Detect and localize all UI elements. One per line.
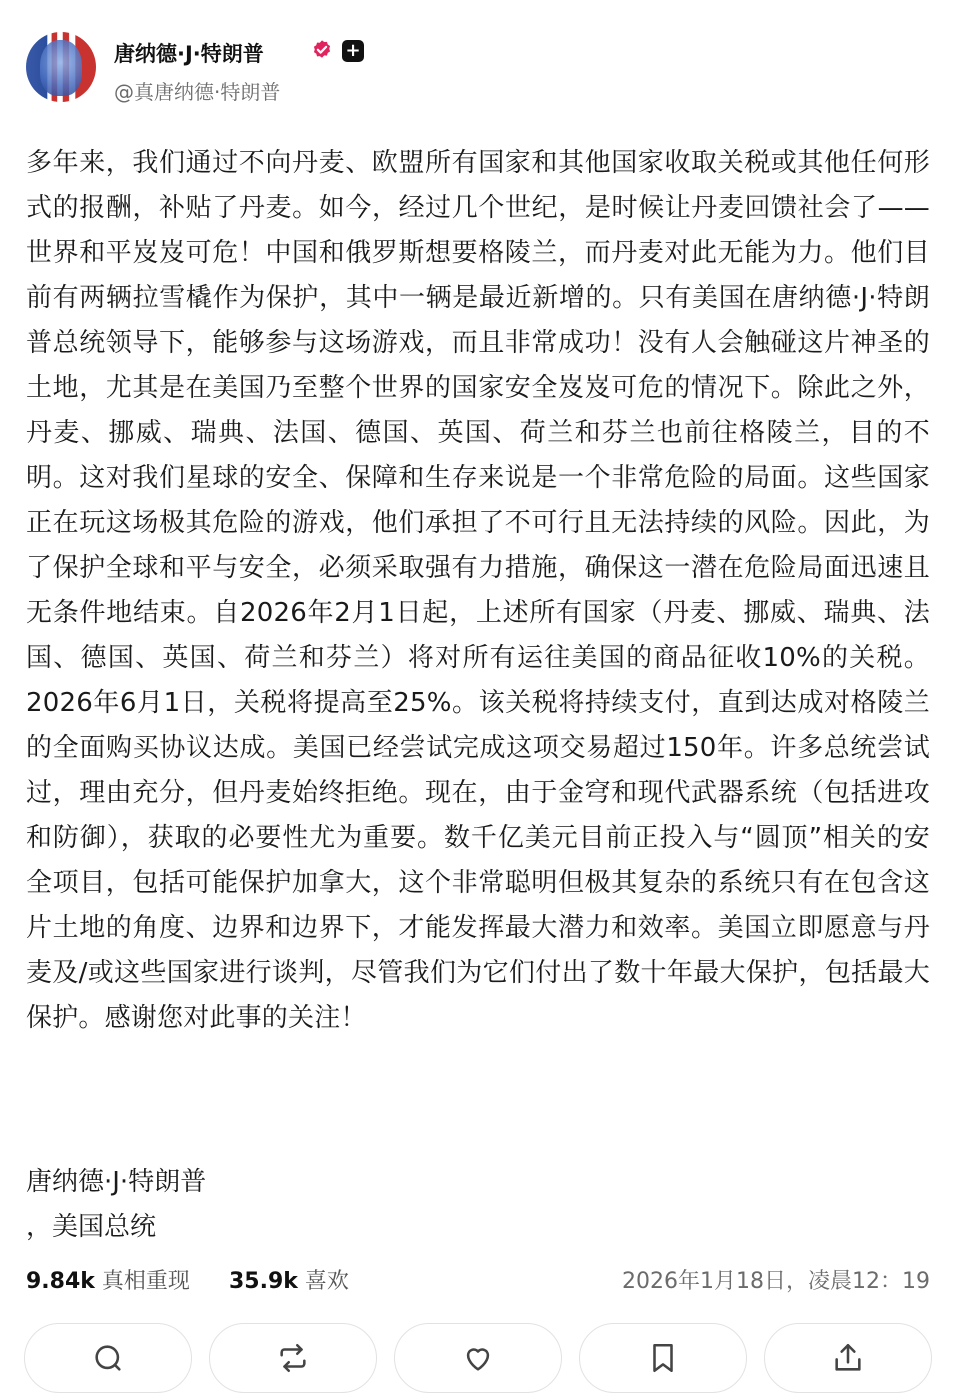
likes-stat[interactable] — [229, 1262, 349, 1302]
avatar-face — [40, 40, 82, 96]
reply-icon — [91, 1341, 125, 1375]
likes-count: 35.9k — [229, 1269, 298, 1294]
like-button[interactable] — [394, 1323, 562, 1393]
post-stats — [26, 1262, 930, 1302]
reposts-label: 真相重现 — [101, 1269, 190, 1294]
post-header — [26, 32, 926, 104]
repost-icon — [276, 1341, 310, 1375]
share-icon — [831, 1341, 865, 1375]
post-body: 多年来，我们通过不向丹麦、欧盟所有国家和其他国家收取关税或其他任何形式的报酬，补贴了丹麦。如今，经过几个世纪，是时候让丹麦回馈社会了——世界和平岌岌可危！中国和俄罗斯想要格陵兰，而丹麦对此无能为力。他们目前有两辆拉雪橇作为保护，其中一辆是最近新增的。只有美国在唐纳德·J·特朗普总统领导下，能够参与这场游戏，而且非常成功！没有人会触碰这片神圣的土地，尤其是在美国乃至整个世界的国家安全岌岌可危的情况下。除此之外，丹麦、挪威、瑞典、法国、德国、英国、荷兰和芬兰也前往格陵兰，目的不明。这对我们星球的安全、保障和生存来说是一个非常危险的局面。这些国家正在玩这场极其危险的游戏，他们承担了不可行且无法持续的风险。因此，为了保护全球和平与安全，必须采取强有力措施，确保这一潜在危险局面迅速且无条件地结束。自2026年2月1日起，上述所有国家（丹麦、挪威、瑞典、法国、德国、英国、荷兰和芬兰）将对所有运往美国的商品征收10%的关税。2026年6月1日，关税将提高至25%。该关税将持续支付，直到达成对格陵兰的全面购买协议达成。美国已经尝试完成这项交易超过150年。许多总统尝试过，理由充分，但丹麦始终拒绝。现在，由于金穹和现代武器系统（包括进攻和防御），获取的必要性尤为重要。数千亿美元目前正投入与“圆顶”相关的安全项目，包括可能保护加拿大，这个非常聪明但极其复杂的系统只有在包含这片土地的角度、边界和边界下，才能发挥最大潜力和效率。美国立即愿意与丹麦及/或这些国家进行谈判，尽管我们为它们付出了数十年最大保护，包括最大保护。感谢您对此事的关注！ — [26, 148, 930, 1033]
verified-icon — [311, 39, 333, 61]
bookmark-button[interactable] — [579, 1323, 747, 1393]
post-timestamp: 2026年1月18日，凌晨12：19 — [622, 1269, 930, 1294]
avatar[interactable] — [26, 32, 96, 102]
share-button[interactable] — [764, 1323, 932, 1393]
reposts-stat[interactable] — [26, 1262, 190, 1302]
repost-button[interactable] — [209, 1323, 377, 1393]
signature-name: 唐纳德·J·特朗普 — [26, 1167, 207, 1197]
action-bar — [24, 1323, 932, 1395]
likes-label: 喜欢 — [304, 1269, 349, 1294]
user-handle[interactable]: @真唐纳德·特朗普 — [114, 80, 281, 104]
bookmark-icon — [646, 1341, 680, 1375]
reposts-count: 9.84k — [26, 1269, 95, 1294]
display-name[interactable]: 唐纳德·J·特朗普 — [114, 42, 264, 66]
signature-title: ，美国总统 — [26, 1212, 157, 1242]
reply-button[interactable] — [24, 1323, 192, 1393]
plus-icon[interactable]: + — [342, 40, 364, 62]
heart-icon — [461, 1341, 495, 1375]
